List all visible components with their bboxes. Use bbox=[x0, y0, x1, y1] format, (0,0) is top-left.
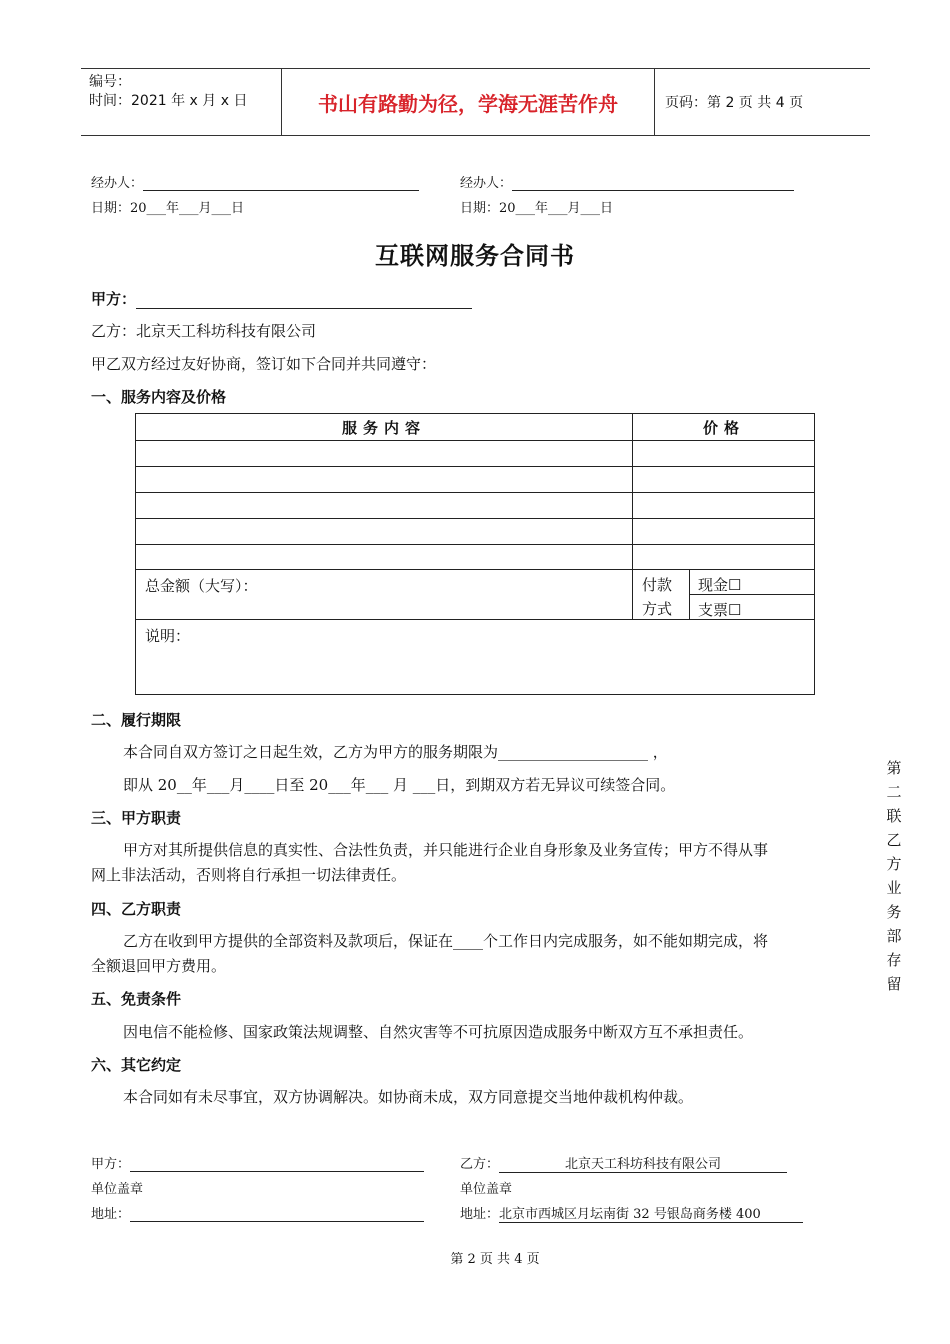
number-label: 编号： bbox=[89, 74, 131, 90]
addr-b-label: 地址： bbox=[460, 1207, 500, 1222]
section-5-line-1: 因电信不能检修、国家政策法规调整、自然灾害等不可抗原因造成服务中断双方互不承担责任。 bbox=[123, 1023, 754, 1041]
handler-left bbox=[91, 172, 419, 191]
row-divider bbox=[136, 518, 814, 519]
cheque-checkbox[interactable]: 支票☐ bbox=[698, 601, 742, 619]
contract-title: 互联网服务合同书 bbox=[375, 242, 575, 270]
note-label: 说明： bbox=[145, 627, 191, 645]
section-4-heading: 四、乙方职责 bbox=[91, 900, 182, 918]
payment-label-1: 付款 bbox=[642, 576, 673, 594]
section-6-line-1: 本合同如有未尽事宜，双方协调解决。如协商未成，双方同意提交当地仲裁机构仲裁。 bbox=[123, 1088, 694, 1106]
section-2-line-1: 本合同自双方签订之日起生效，乙方为甲方的服务期限为____________________ ， bbox=[123, 743, 668, 761]
addr-party-a bbox=[91, 1203, 424, 1222]
row-divider bbox=[136, 466, 814, 467]
section-1-heading: 一、服务内容及价格 bbox=[91, 388, 227, 406]
row-divider bbox=[136, 492, 814, 493]
date-right: 日期：20___年___月___日 bbox=[460, 201, 614, 216]
sign-b-label: 乙方： bbox=[460, 1157, 500, 1172]
party-a-row bbox=[91, 288, 472, 309]
party-a-label: 甲方： bbox=[91, 290, 137, 308]
section-3-line-1: 甲方对其所提供信息的真实性、合法性负责，并只能进行企业自身形象及业务宣传；甲方不得从事 bbox=[123, 841, 769, 859]
addr-a-line bbox=[130, 1207, 424, 1222]
handler-label-right: 经办人： bbox=[460, 176, 513, 191]
party-b: 乙方：北京天工科坊科技有限公司 bbox=[91, 322, 317, 340]
time-label: 时间：2021 年 x 月 x 日 bbox=[89, 93, 248, 109]
payment-col-divider bbox=[689, 569, 690, 619]
section-2-heading: 二、履行期限 bbox=[91, 711, 182, 729]
header-left-cell bbox=[81, 69, 281, 135]
handler-line-right bbox=[512, 176, 794, 191]
section-3-heading: 三、甲方职责 bbox=[91, 809, 182, 827]
page-footer: 第 2 页 共 4 页 bbox=[450, 1252, 540, 1267]
seal-left: 单位盖章 bbox=[91, 1182, 144, 1197]
row-divider bbox=[136, 440, 814, 441]
row-divider bbox=[136, 544, 814, 545]
section-4-line-1: 乙方在收到甲方提供的全部资料及款项后，保证在____个工作日内完成服务，如不能如期完成，将 bbox=[123, 932, 769, 950]
addr-party-b bbox=[460, 1203, 803, 1223]
date-left: 日期：20___年___月___日 bbox=[91, 201, 245, 216]
party-a-line bbox=[136, 294, 472, 309]
section-3-line-2: 网上非法活动，否则将自行承担一切法律责任。 bbox=[91, 866, 407, 884]
section-5-heading: 五、免责条件 bbox=[91, 990, 182, 1008]
sign-a-label: 甲方： bbox=[91, 1157, 131, 1172]
total-amount-label: 总金额（大写）： bbox=[145, 577, 258, 595]
col-service-header: 服务内容 bbox=[341, 418, 426, 437]
addr-a-label: 地址： bbox=[91, 1207, 131, 1222]
sign-party-a bbox=[91, 1153, 424, 1172]
sign-a-line bbox=[130, 1157, 424, 1172]
handler-right bbox=[460, 172, 794, 191]
col-price-header: 价格 bbox=[702, 418, 745, 437]
handler-label-left: 经办人： bbox=[91, 176, 144, 191]
sign-b-value: 北京天工科坊科技有限公司 bbox=[499, 1153, 787, 1173]
side-note: 第二联乙方业务部存留 bbox=[886, 759, 902, 993]
page-code: 页码：第 2 页 共 4 页 bbox=[665, 95, 804, 111]
cash-checkbox[interactable]: 现金☐ bbox=[698, 576, 742, 594]
addr-b-value: 北京市西城区月坛南街 32 号银岛商务楼 400 bbox=[499, 1203, 803, 1223]
section-4-line-2: 全额退回甲方费用。 bbox=[91, 957, 227, 975]
section-6-heading: 六、其它约定 bbox=[91, 1056, 182, 1074]
handler-line-left bbox=[143, 176, 419, 191]
payment-label-2: 方式 bbox=[642, 600, 673, 618]
section-2-line-2: 即从 20__年___月____日至 20___年___ 月 ___日，到期双方若无异议可续签合同。 bbox=[123, 776, 676, 794]
seal-right: 单位盖章 bbox=[460, 1182, 513, 1197]
service-table bbox=[135, 413, 815, 695]
col-divider bbox=[632, 414, 633, 619]
intro-text: 甲乙双方经过友好协商，签订如下合同并共同遵守： bbox=[91, 355, 437, 373]
header-table bbox=[81, 68, 870, 136]
sign-party-b bbox=[460, 1153, 787, 1173]
motto: 书山有路勤为径，学海无涯苦作舟 bbox=[281, 69, 655, 135]
row-divider bbox=[136, 569, 814, 570]
